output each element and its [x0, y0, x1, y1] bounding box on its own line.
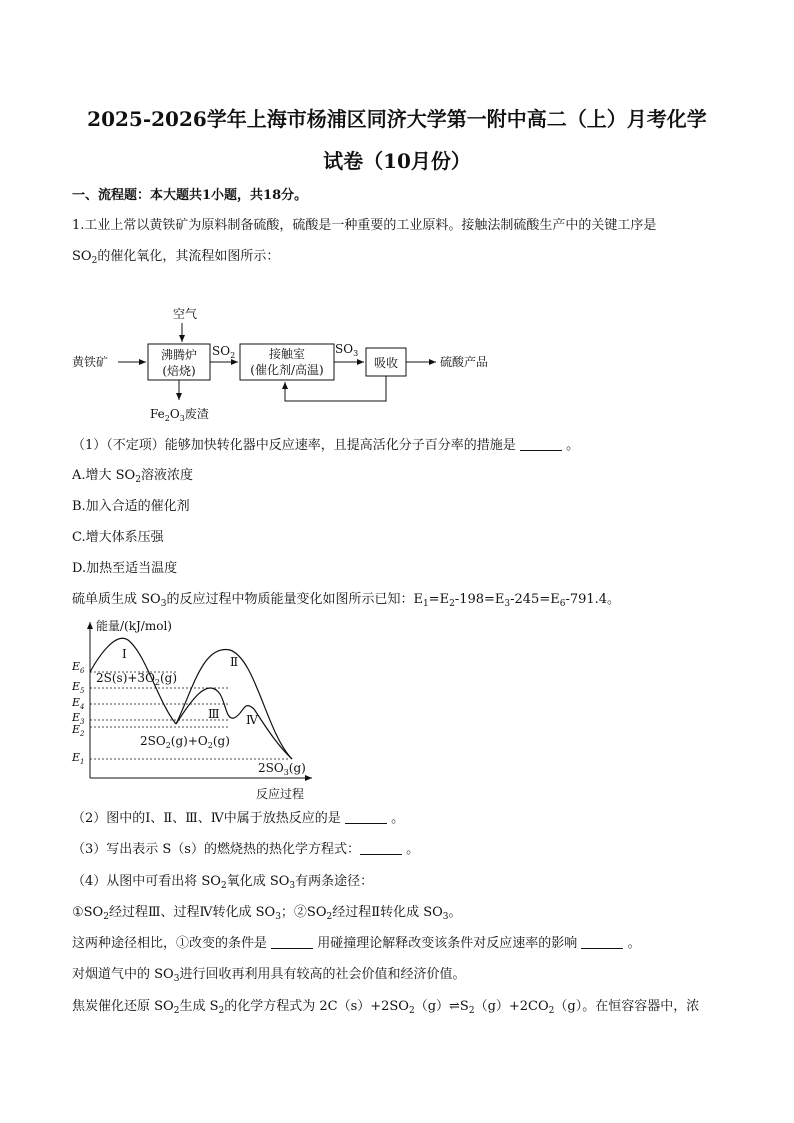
species-reactants: $2S(s)+3O_2(g)$	[96, 671, 178, 687]
y-axis-label: 能量/(kJ/mol)	[96, 619, 172, 633]
energy-intro: 硫单质生成 $SO_3$的反应过程中物质能量变化如图所示已知：$E_1=E_2-198=E_3-245=E_6-791.4$。	[72, 592, 621, 609]
so3-label: $SO_3$	[335, 342, 359, 358]
furnace-label: 沸腾炉	[160, 348, 198, 362]
paper-title-line1: 2025-2026学年上海市杨浦区同济大学第一附中高二（上）月考化学	[87, 107, 707, 131]
answer-blank-2[interactable]	[345, 810, 387, 824]
product-label: 硫酸产品	[440, 355, 489, 369]
option-d: D.加热至适当温度	[72, 561, 178, 576]
answer-blank-1[interactable]	[520, 437, 562, 451]
option-b: B.加入合适的催化剂	[72, 499, 190, 514]
tick-E5: $E_5$	[72, 680, 85, 695]
compare-line: 这两种途径相比，①改变的条件是 用碰撞理论解释改变该条件对反应速率的影响 。	[72, 936, 641, 951]
option-a: A.增大 $SO_2$溶液浓度	[72, 468, 193, 485]
coke-reduction-line: 焦炭催化还原 $SO_2$生成 $S_2$的化学方程式为 $2C(s)+2SO_2(g)\rightleftharpoons S_2(g)+2CO_2(g)$。在恒容容器中，浓	[72, 999, 700, 1016]
pathways-line: $①SO_2$经过程Ⅲ、过程Ⅳ转化成 $SO_3$；$②SO_2$经过程Ⅱ转化成 $SO_3$。	[72, 905, 462, 922]
question-intro-line1: 1.工业上常以黄铁矿为原料制备硫酸，硫酸是一种重要的工业原料。接触法制硫酸生产中的关键工序是	[72, 218, 657, 233]
furnace-sublabel: (焙烧)	[162, 364, 196, 378]
subquestion-1: （1）（不定项）能够加快转化器中反应速率，且提高活化分子百分率的措施是 。	[72, 438, 580, 453]
paper-title-line2: 试卷（10月份）	[323, 149, 471, 173]
process-flow-diagram	[68, 300, 508, 430]
section-heading: 一、流程题：本大题共1小题，共18分。	[72, 188, 308, 203]
tick-E4: $E_4$	[72, 696, 85, 711]
species-so2: $2SO_2(g)+O_2(g)$	[140, 734, 230, 750]
tick-E1: $E_1$	[72, 751, 85, 766]
air-label: 空气	[173, 307, 198, 321]
curve-label-III: Ⅲ	[208, 707, 220, 721]
waste-label: $Fe_2O_3$废渣	[150, 407, 209, 423]
so2-label: $SO_2$	[212, 344, 236, 360]
contact-chamber-sublabel: (催化剂/高温)	[250, 363, 324, 377]
answer-blank-3[interactable]	[360, 841, 402, 855]
flue-gas-line: 对烟道气中的 $SO_3$进行回收再利用具有较高的社会价值和经济价值。	[72, 967, 466, 984]
curve-label-II: Ⅱ	[230, 655, 239, 669]
contact-chamber-label: 接触室	[268, 347, 306, 361]
tick-E2: $E_2$	[72, 723, 85, 738]
subquestion-2: （2）图中的Ⅰ、Ⅱ、Ⅲ、Ⅳ中属于放热反应的是 。	[72, 811, 405, 826]
tick-E6: $E_6$	[72, 660, 85, 675]
x-axis-label: 反应过程	[256, 787, 305, 801]
energy-diagram	[68, 614, 328, 804]
species-so3: $2SO_3(g)$	[258, 761, 306, 777]
absorber-label: 吸收	[373, 356, 399, 370]
question-intro-line2: $SO_2$的催化氧化，其流程如图所示：	[72, 249, 280, 266]
tick-E3: $E_3$	[72, 711, 85, 726]
curve-III-IV	[176, 688, 292, 759]
subquestion-4: （4）从图中可看出将 $SO_2$氧化成 $SO_3$有两条途径：	[72, 874, 374, 891]
subquestion-3: （3）写出表示 S（s）的燃烧热的热化学方程式： 。	[72, 842, 420, 857]
curve-label-I: Ⅰ	[122, 647, 127, 661]
answer-blank-5[interactable]	[581, 935, 623, 949]
option-c: C.增大体系压强	[72, 530, 164, 545]
pyrite-label: 黄铁矿	[72, 355, 109, 369]
answer-blank-4[interactable]	[271, 935, 313, 949]
curve-label-IV: Ⅳ	[246, 713, 258, 727]
